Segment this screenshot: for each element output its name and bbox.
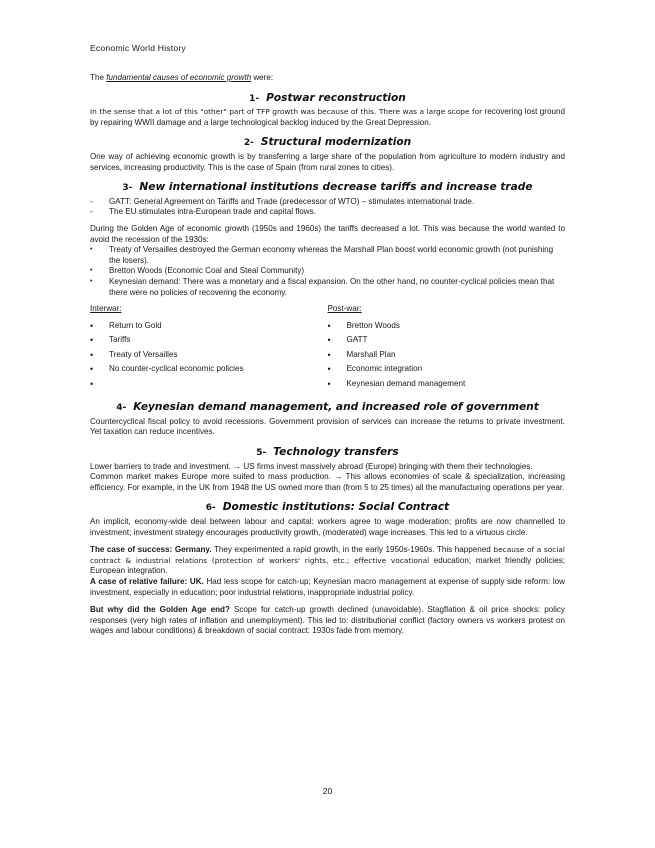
page-number: 20: [322, 786, 333, 796]
section-5-paragraph-2: Common market makes Europe more suited to mass production. → This allows economies of scale & specialization, increasing efficiency. For example, in the UK from 1948 the US owned more than (from 5 to 25 times) all the manufacturing operations per year.: [90, 472, 565, 492]
section-3-paragraph: During the Golden Age of economic growth (1950s and 1960s) the tariffs decreased a lot. This was because the world wanted to avoid the recession of the 1930s:: [90, 223, 565, 244]
uk-paragraph: A case of relative failure: UK. Had less scope for catch-up; Keynesian macro management at expense of supply side reform: low investment, especially in education; poor industrial relations, inappropriate industrial policy.: [90, 576, 565, 597]
section-heading-5: 5- Technology transfers: [256, 445, 399, 458]
list-item: • Return to Gold: [90, 321, 328, 336]
list-item: • No counter-cyclical economic policies: [90, 364, 328, 379]
section-3-bullet-list: [90, 245, 565, 298]
section-3-dash-list: [90, 197, 565, 218]
page-body: [90, 73, 565, 637]
golden-age-end-label: But why did the Golden Age end?: [90, 605, 230, 615]
list-item: [90, 379, 328, 394]
golden-age-end-paragraph: But why did the Golden Age end? Scope for catch-up growth declined (unavoidable). Stagflation & oil price shocks: policy responses (very high rates of inflation and unemployment). This led to: distributional conflict (factory owners vs workers protest on wages and labour conditions) & breakdown of social contract: 1930s fade from memory.: [90, 605, 565, 636]
list-item: • Keynesian demand: There was a monetary and a fiscal expansion. On the other hand, no counter-cyclical policies mean that there were no policies of recovering the economy.: [90, 277, 565, 298]
list-item: • Treaty of Versailles: [90, 350, 328, 365]
list-item: • Keynesian demand management: [328, 379, 566, 394]
uk-label: A case of relative failure: UK.: [90, 576, 204, 586]
germany-paragraph: The case of success: Germany. They experimented a rapid growth, in the early 1950s-1960s. This happened because of a social contract & industrial relations (protection of workers' rights, etc.; effective vocational education; market friendly policies; European integration.: [90, 545, 565, 576]
comparison-columns: [90, 304, 565, 393]
list-item: • Marshall Plan: [328, 350, 566, 365]
list-item: • Economic integration: [328, 364, 566, 379]
germany-label: The case of success: Germany.: [90, 545, 212, 555]
section-heading-4: 4- Keynesian demand management, and increased role of government: [116, 401, 539, 414]
section-heading-6: 6- Domestic institutions: Social Contract: [205, 501, 450, 514]
list-item: - The EU stimulates intra-European trade and capital flows.: [90, 207, 565, 218]
list-item: • Treaty of Versailles destroyed the German economy whereas the Marshall Plan boost world economic growth (not punishing the losers).: [90, 245, 565, 266]
running-header: Economic World History: [90, 43, 186, 53]
section-1-paragraph: In the sense that a lot of this "other" part of TFP growth was because of this. There was a large scope for recovering lost ground by repairing WWII damage and a large technological backlog induced by the Great Depression.: [90, 107, 565, 127]
list-item: • Bretton Woods: [328, 321, 566, 336]
section-2-paragraph: One way of achieving economic growth is by transferring a large share of the population from agriculture to modern industry and services, increasing productivity. This is the case of Spain (from rural zones to cities).: [90, 151, 565, 172]
section-5-paragraph-1: Lower barriers to trade and investment. → US firms invest massively abroad (Europe) bringing with them their technologies.: [90, 461, 533, 471]
intro-link: fundamental causes of economic growth: [106, 73, 252, 82]
interwar-heading: Interwar: [90, 304, 120, 314]
list-item: • Tariffs: [90, 335, 328, 350]
interwar-column: Interwar: • Return to Gold • Tariffs • Treaty of Versailles • No counter-cyclical economic policies •: [90, 304, 328, 393]
section-6-paragraph: An implicit, economy-wide deal between labour and capital: workers agree to wage moderation; profits are now channelled to investment; investment strategy encourages productivity growth, (moderated) wage increases. This led to a virtuous circle.: [90, 516, 565, 537]
list-item: - GATT: General Agreement on Tariffs and Trade (predecessor of WTO) – stimulates international trade.: [90, 197, 565, 208]
postwar-heading: Post-war: [327, 304, 360, 314]
section-heading-1: 1- Postwar reconstruction: [249, 91, 406, 104]
section-4-paragraph: Countercyclical fiscal policy to avoid recessions. Government provision of services can increase the returns to private investment. Yet taxation can reduce incentives.: [90, 416, 565, 437]
intro-line: The fundamental causes of economic growth were:: [90, 73, 274, 82]
list-item: • GATT: [328, 335, 566, 350]
list-item: • Bretton Woods (Economic Coal and Steal Community): [90, 266, 565, 277]
postwar-column: Post-war: • Bretton Woods • GATT • Marshall Plan • Economic integration • Keynesian demand management: [328, 304, 566, 393]
section-heading-3: 3- New international institutions decrease tariffs and increase trade: [122, 181, 533, 194]
section-heading-2: 2- Structural modernization: [243, 136, 412, 149]
